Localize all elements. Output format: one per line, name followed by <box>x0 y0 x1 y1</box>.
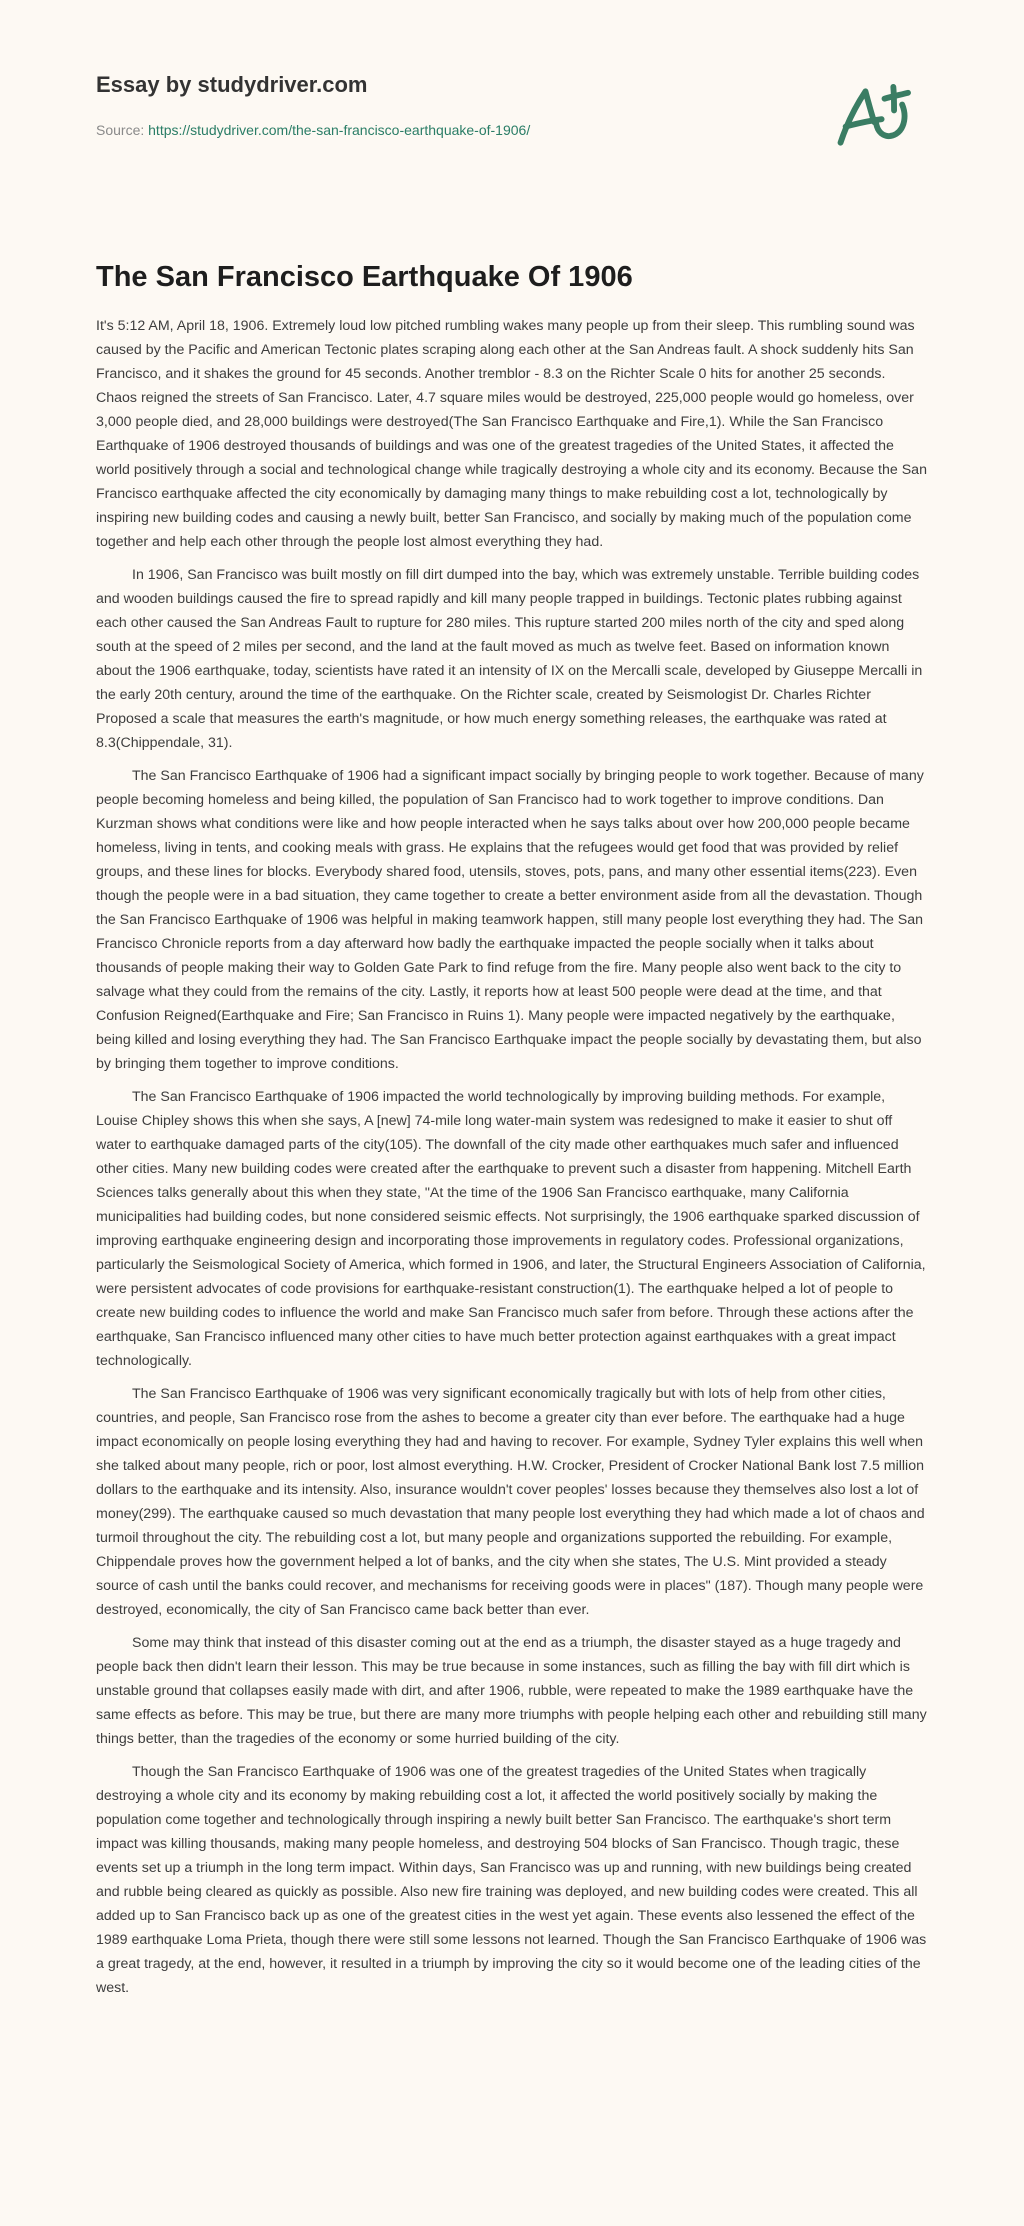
a-plus-grade-icon <box>820 62 930 172</box>
essay-content <box>0 250 1024 2000</box>
essay-paragraph: Though the San Francisco Earthquake of 1906 was one of the greatest tragedies of the United States when tragically destroying a whole city and its economy by making rebuilding cost a lot, it affected the world positively socially by making the population come together and technologically through inspiring a newly built better San Francisco. The earthquake's short term impact was killing thousands, making many people homeless, and destroying 504 blocks of San Francisco. Though tragic, these events set up a triumph in the long term impact. Within days, San Francisco was up and running, with new buildings being created and rubble being cleared as quickly as possible. Also new fire training was deployed, and new building codes were created. This all added up to San Francisco back up as one of the greatest cities in the west yet again. These events also lessened the effect of the 1989 earthquake Loma Prieta, though there were still some lessons not learned. Though the San Francisco Earthquake of 1906 was a great tragedy, at the end, however, it resulted in a triumph by improving the city so it would become one of the leading cities of the west. <box>96 1764 927 1996</box>
essay-paragraph: The San Francisco Earthquake of 1906 was very significant economically tragically but with lots of help from other cities, countries, and people, San Francisco rose from the ashes to become a greater city than ever before. The earthquake had a huge impact economically on people losing everything they had and having to recover. For example, Sydney Tyler explains this well when she talked about many people, rich or poor, lost almost everything. H.W. Crocker, President of Crocker National Bank lost 7.5 million dollars to the earthquake and its intensity. Also, insurance wouldn't cover peoples' losses because they themselves also lost a lot of money(299). The earthquake caused so much devastation that many people lost everything they had which made a lot of chaos and turmoil throughout the city. The rebuilding cost a lot, but many people and organizations supported the rebuilding. For example, Chippendale proves how the government helped a lot of banks, and the city when she states, The U.S. Mint provided a steady source of cash until the banks could recover, and mechanisms for receiving goods were in places" (187). Though many people were destroyed, economically, the city of San Francisco came back better than ever. <box>96 1386 925 1618</box>
source-label: Source: <box>96 122 149 138</box>
essay-paragraph: Some may think that instead of this disaster coming out at the end as a triumph, the disaster stayed as a huge tragedy and people back then didn't learn their lesson. This may be true because in some instances, such as filling the bay with fill dirt which is unstable ground that collapses easily made with dirt, and after 1906, rubble, were repeated to make the 1989 earthquake have the same effects as before. This may be true, but there are many more triumphs with people helping each other and rebuilding still many things better, than the tragedies of the economy or some hurried building of the city. <box>96 1635 927 1747</box>
essay-body <box>96 314 928 2000</box>
essay-paragraph: The San Francisco Earthquake of 1906 impacted the world technologically by improving building methods. For example, Louise Chipley shows this when she says, A [new] 74-mile long water-main system was redesigned to make it easier to shut off water to earthquake damaged parts of the city(105). The downfall of the city made other earthquakes much safer and influenced other cities. Many new building codes were created after the earthquake to prevent such a disaster from happening. Mitchell Earth Sciences talks generally about this when they state, "At the time of the 1906 San Francisco earthquake, many California municipalities had building codes, but none considered seismic effects. Not surprisingly, the 1906 earthquake sparked discussion of improving earthquake engineering design and incorporating those improvements in regulatory codes. Professional organizations, particularly the Seismological Society of America, which formed in 1906, and later, the Structural Engineers Association of California, were persistent advocates of code provisions for earthquake-resistant construction(1). The earthquake helped a lot of people to create new building codes to influence the world and make San Francisco much safer from before. Through these actions after the earthquake, San Francisco influenced many other cities to have much better protection against earthquakes with a great impact technologically. <box>96 1089 926 1369</box>
essay-paragraph: In 1906, San Francisco was built mostly on fill dirt dumped into the bay, which was extremely unstable. Terrible building codes and wooden buildings caused the fire to spread rapidly and kill many people trapped in buildings. Tectonic plates rubbing against each other caused the San Andreas Fault to rupture for 280 miles. This rupture started 200 miles north of the city and sped along south at the speed of 2 miles per second, and the land at the fault moved as much as twelve feet. Based on information known about the 1906 earthquake, today, scientists have rated it an intensity of IX on the Mercalli scale, developed by Giuseppe Mercalli in the early 20th century, around the time of the earthquake. On the Richter scale, created by Seismologist Dr. Charles Richter Proposed a scale that measures the earth's magnitude, or how much energy something releases, the earthquake was rated at 8.3(Chippendale, 31). <box>96 567 923 751</box>
page-header <box>0 0 1024 250</box>
site-title: Essay by studydriver.com <box>96 72 368 97</box>
source-link[interactable]: https://studydriver.com/the-san-francisco-earthquake-of-1906/ <box>148 122 531 138</box>
source-line <box>96 122 530 138</box>
essay-title: The San Francisco Earthquake Of 1906 <box>96 261 633 293</box>
essay-paragraph: The San Francisco Earthquake of 1906 had a significant impact socially by bringing people to work together. Because of many people becoming homeless and being killed, the population of San Francisco had to work together to improve conditions. Dan Kurzman shows what conditions were like and how people interacted when he says talks about over how 200,000 people became homeless, living in tents, and cooking meals with grass. He explains that the refugees would get food that was provided by relief groups, and these lines for blocks. Everybody shared food, utensils, stoves, pots, pans, and many other essential items(223). Even though the people were in a bad situation, they came together to create a better environment aside from all the devastation. Though the San Francisco Earthquake of 1906 was helpful in making teamwork happen, still many people lost everything they had. The San Francisco Chronicle reports from a day afterward how badly the earthquake impacted the people socially when it talks about thousands of people making their way to Golden Gate Park to find refuge from the fire. Many people also went back to the city to salvage what they could from the remains of the city. Lastly, it reports how at least 500 people were dead at the time, and that Confusion Reigned(Earthquake and Fire; San Francisco in Ruins 1). Many people were impacted negatively by the earthquake, being killed and losing everything they had. The San Francisco Earthquake impact the people socially by devastating them, but also by bringing them together to improve conditions. <box>96 768 924 1072</box>
essay-paragraph: It's 5:12 AM, April 18, 1906. Extremely loud low pitched rumbling wakes many people up from their sleep. This rumbling sound was caused by the Pacific and American Tectonic plates scraping along each other at the San Andreas fault. A shock suddenly hits San Francisco, and it shakes the ground for 45 seconds. Another tremblor - 8.3 on the Richter Scale 0 hits for another 25 seconds. Chaos reigned the streets of San Francisco. Later, 4.7 square miles would be destroyed, 225,000 people would go homeless, over 3,000 people died, and 28,000 buildings were destroyed(The San Francisco Earthquake and Fire,1). While the San Francisco Earthquake of 1906 destroyed thousands of buildings and was one of the greatest tragedies of the United States, it affected the world positively through a social and technological change while tragically destroying a whole city and its economy. Because the San Francisco earthquake affected the city economically by damaging many things to make rebuilding cost a lot, technologically by inspiring new building codes and causing a newly built, better San Francisco, and socially by making much of the population come together and help each other through the people lost almost everything they had. <box>96 318 927 550</box>
